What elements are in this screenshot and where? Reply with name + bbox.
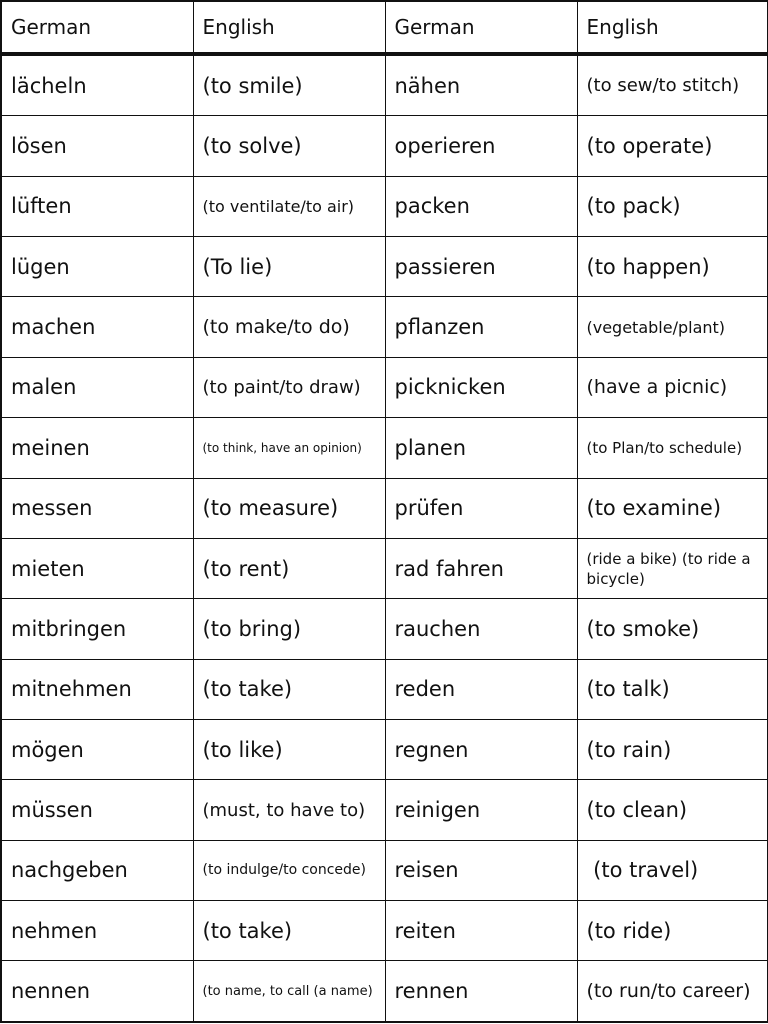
table-row [1, 780, 768, 840]
german-word: messen [1, 478, 193, 538]
german-word: mieten [1, 538, 193, 598]
german-word: rauchen [385, 599, 577, 659]
german-word: pflanzen [385, 297, 577, 357]
english-translation: (to like) [193, 719, 385, 779]
german-word: nachgeben [1, 840, 193, 900]
german-word: regnen [385, 719, 577, 779]
english-translation: (to paint/to draw) [193, 357, 385, 417]
german-word: lächeln [1, 54, 193, 116]
german-word: reiten [385, 901, 577, 961]
table-row [1, 176, 768, 236]
table-row [1, 599, 768, 659]
table-row [1, 478, 768, 538]
english-translation: (to bring) [193, 599, 385, 659]
english-translation: (to rain) [577, 719, 768, 779]
english-translation: (to take) [193, 901, 385, 961]
english-translation: (to think, have an opinion) [193, 418, 385, 478]
german-word: lügen [1, 237, 193, 297]
german-word: reisen [385, 840, 577, 900]
english-translation: (to take) [193, 659, 385, 719]
german-word: mitbringen [1, 599, 193, 659]
german-word: meinen [1, 418, 193, 478]
english-translation: (vegetable/plant) [577, 297, 768, 357]
german-word: reden [385, 659, 577, 719]
german-word: lösen [1, 116, 193, 176]
english-translation: (to clean) [577, 780, 768, 840]
english-translation: (to ride) [577, 901, 768, 961]
english-translation: (to indulge/to concede) [193, 840, 385, 900]
english-translation: (must, to have to) [193, 780, 385, 840]
header-english-2: English [577, 1, 768, 54]
german-word: nehmen [1, 901, 193, 961]
table-header [1, 1, 768, 54]
table-row [1, 719, 768, 779]
english-translation: (have a picnic) [577, 357, 768, 417]
german-word: reinigen [385, 780, 577, 840]
table-row [1, 538, 768, 598]
german-word: packen [385, 176, 577, 236]
german-word: nennen [1, 961, 193, 1022]
table-body [1, 54, 768, 1022]
english-translation: (to smile) [193, 54, 385, 116]
german-word: passieren [385, 237, 577, 297]
english-translation: (to travel) [577, 840, 768, 900]
german-word: mitnehmen [1, 659, 193, 719]
english-translation: (to sew/to stitch) [577, 54, 768, 116]
english-translation: (ride a bike) (to ride a bicycle) [577, 538, 768, 598]
german-word: mögen [1, 719, 193, 779]
english-translation: (To lie) [193, 237, 385, 297]
table-row [1, 901, 768, 961]
english-translation: (to pack) [577, 176, 768, 236]
german-word: planen [385, 418, 577, 478]
english-translation: (to solve) [193, 116, 385, 176]
table-row [1, 116, 768, 176]
german-word: rennen [385, 961, 577, 1022]
english-translation: (to measure) [193, 478, 385, 538]
english-translation: (to smoke) [577, 599, 768, 659]
table-row [1, 840, 768, 900]
table-row [1, 297, 768, 357]
german-word: müssen [1, 780, 193, 840]
german-word: operieren [385, 116, 577, 176]
english-translation: (to operate) [577, 116, 768, 176]
table-row [1, 659, 768, 719]
header-english-1: English [193, 1, 385, 54]
german-word: nähen [385, 54, 577, 116]
header-german-2: German [385, 1, 577, 54]
table-row [1, 418, 768, 478]
table-row [1, 357, 768, 417]
table-row [1, 237, 768, 297]
header-german-1: German [1, 1, 193, 54]
table-row [1, 961, 768, 1022]
english-translation: (to Plan/to schedule) [577, 418, 768, 478]
english-translation: (to talk) [577, 659, 768, 719]
german-word: prüfen [385, 478, 577, 538]
english-translation: (to ventilate/to air) [193, 176, 385, 236]
english-translation: (to examine) [577, 478, 768, 538]
table-row [1, 54, 768, 116]
english-translation: (to name, to call (a name) [193, 961, 385, 1022]
german-word: rad fahren [385, 538, 577, 598]
english-translation: (to make/to do) [193, 297, 385, 357]
header-row [1, 1, 768, 54]
english-translation: (to run/to career) [577, 961, 768, 1022]
german-word: machen [1, 297, 193, 357]
english-translation: (to rent) [193, 538, 385, 598]
german-word: picknicken [385, 357, 577, 417]
english-translation: (to happen) [577, 237, 768, 297]
german-word: malen [1, 357, 193, 417]
german-word: lüften [1, 176, 193, 236]
